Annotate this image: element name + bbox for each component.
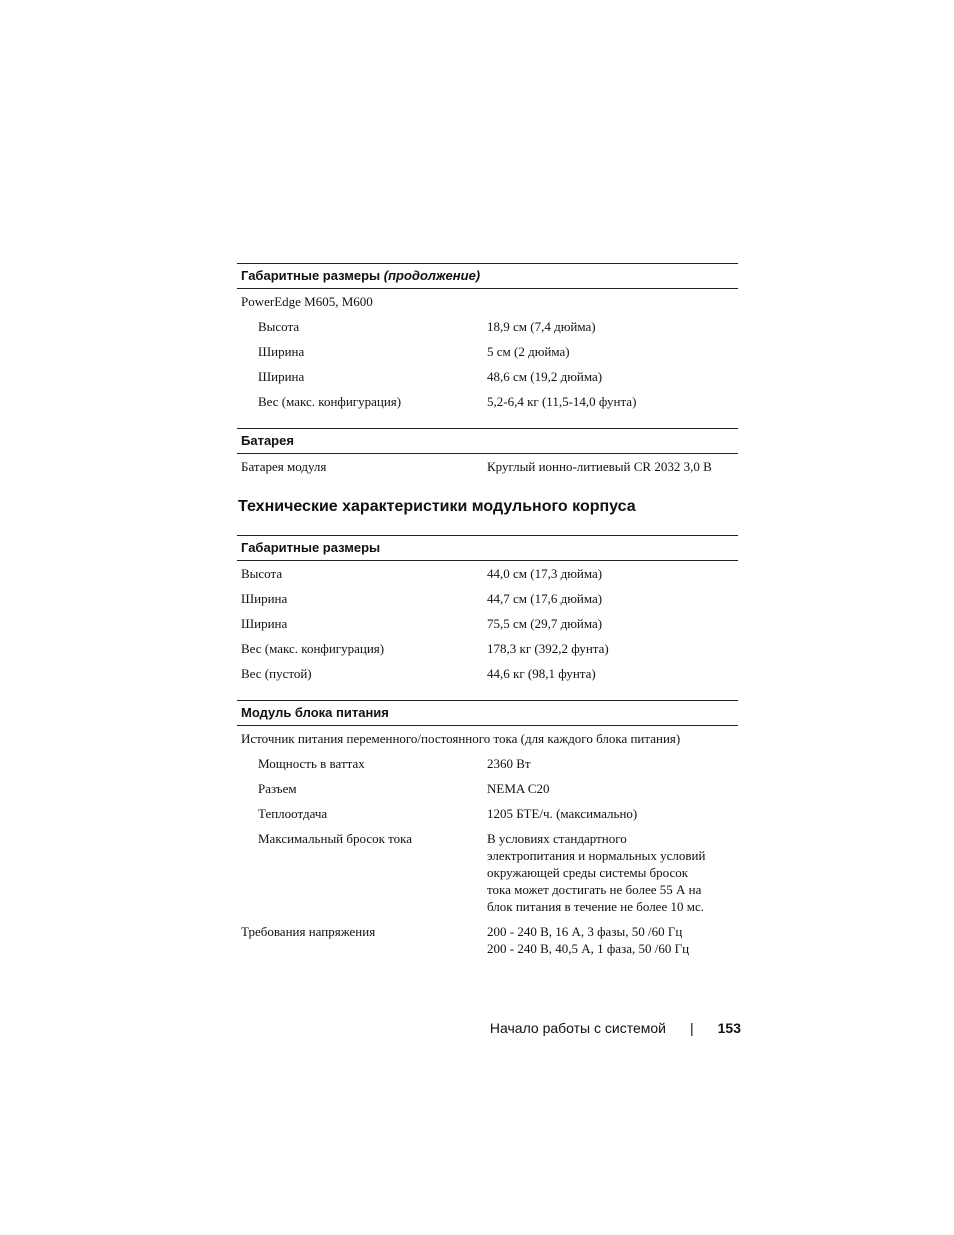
footer-section-title: Начало работы с системой xyxy=(489,1020,666,1036)
row-label: Разъем xyxy=(258,781,297,796)
table-row xyxy=(237,314,738,339)
row-value: 5,2-6,4 кг (11,5-14,0 фунта) xyxy=(487,394,637,409)
row-value: NEMA C20 xyxy=(487,781,550,796)
spacer xyxy=(237,414,738,428)
row-label: Максимальный бросок тока xyxy=(258,831,413,846)
row-label: Ширина xyxy=(241,616,288,631)
row-label: Вес (макс. конфигурация) xyxy=(241,641,385,656)
row-value: 2360 Вт xyxy=(487,756,531,771)
table-row xyxy=(237,364,738,389)
row-value: 75,5 см (29,7 дюйма) xyxy=(487,616,603,631)
table-title: Габаритные размеры xyxy=(241,540,381,555)
row-label: Батарея модуля xyxy=(241,459,327,474)
value-line: В условиях стандартного xyxy=(487,831,627,846)
group-label: Источник питания переменного/постоянного тока (для каждого блока питания) xyxy=(241,731,681,746)
table-row xyxy=(237,919,738,961)
table-header-battery xyxy=(237,428,738,454)
group-label: PowerEdge M605, M600 xyxy=(241,294,373,309)
row-value: Круглый ионно-литиевый CR 2032 3,0 В xyxy=(487,459,712,474)
row-label: Вес (макс. конфигурация) xyxy=(258,394,402,409)
row-label: Вес (пустой) xyxy=(241,666,312,681)
table-title: Габаритные размеры xyxy=(241,268,381,283)
table-header-dimensions-cont xyxy=(237,263,738,289)
row-value-multiline xyxy=(487,923,738,957)
row-label: Ширина xyxy=(258,344,305,359)
page-number: 153 xyxy=(717,1020,741,1036)
row-value-multiline xyxy=(487,830,738,915)
table-row xyxy=(237,801,738,826)
row-value: 5 см (2 дюйма) xyxy=(487,344,570,359)
row-label: Ширина xyxy=(258,369,305,384)
table-title: Модуль блока питания xyxy=(241,705,389,720)
row-label: Ширина xyxy=(241,591,288,606)
row-value: 18,9 см (7,4 дюйма) xyxy=(487,319,596,334)
table-row xyxy=(237,826,738,919)
row-value: 44,7 см (17,6 дюйма) xyxy=(487,591,603,606)
spec-content xyxy=(237,263,738,961)
row-label: Теплоотдача xyxy=(258,806,328,821)
row-value: 44,0 см (17,3 дюйма) xyxy=(487,566,603,581)
row-label: Требования напряжения xyxy=(241,924,376,939)
table-row xyxy=(237,611,738,636)
table-row xyxy=(237,586,738,611)
row-label: Высота xyxy=(241,566,283,581)
table-row xyxy=(237,339,738,364)
row-value: 1205 БТЕ/ч. (максимально) xyxy=(487,806,638,821)
value-line: электропитания и нормальных условий xyxy=(487,848,706,863)
table-row xyxy=(237,389,738,414)
spacer xyxy=(237,686,738,700)
group-row xyxy=(237,726,738,751)
table-title: Батарея xyxy=(241,433,294,448)
value-line: окружающей среды системы бросок xyxy=(487,865,689,880)
table-row xyxy=(237,636,738,661)
row-label: Мощность в ваттах xyxy=(258,756,365,771)
value-line: 200 - 240 В, 40,5 А, 1 фаза, 50 /60 Гц xyxy=(487,941,690,956)
table-header-dimensions xyxy=(237,535,738,561)
table-title-suffix: (продолжение) xyxy=(383,268,481,283)
row-label: Высота xyxy=(258,319,300,334)
table-header-psu xyxy=(237,700,738,726)
group-row xyxy=(237,289,738,314)
row-value: 178,3 кг (392,2 фунта) xyxy=(487,641,609,656)
table-row xyxy=(237,661,738,686)
row-value: 44,6 кг (98,1 фунта) xyxy=(487,666,596,681)
table-row xyxy=(237,454,738,479)
table-row xyxy=(237,561,738,586)
row-value: 48,6 см (19,2 дюйма) xyxy=(487,369,603,384)
value-line: тока может достигать не более 55 А на xyxy=(487,882,702,897)
value-line: блок питания в течение не более 10 мс. xyxy=(487,899,704,914)
section-heading: Технические характеристики модульного корпуса xyxy=(238,498,636,515)
footer-separator: | xyxy=(690,1020,694,1036)
table-row xyxy=(237,776,738,801)
page-footer xyxy=(237,1018,741,1038)
table-row xyxy=(237,751,738,776)
value-line: 200 - 240 В, 16 А, 3 фазы, 50 /60 Гц xyxy=(487,924,683,939)
